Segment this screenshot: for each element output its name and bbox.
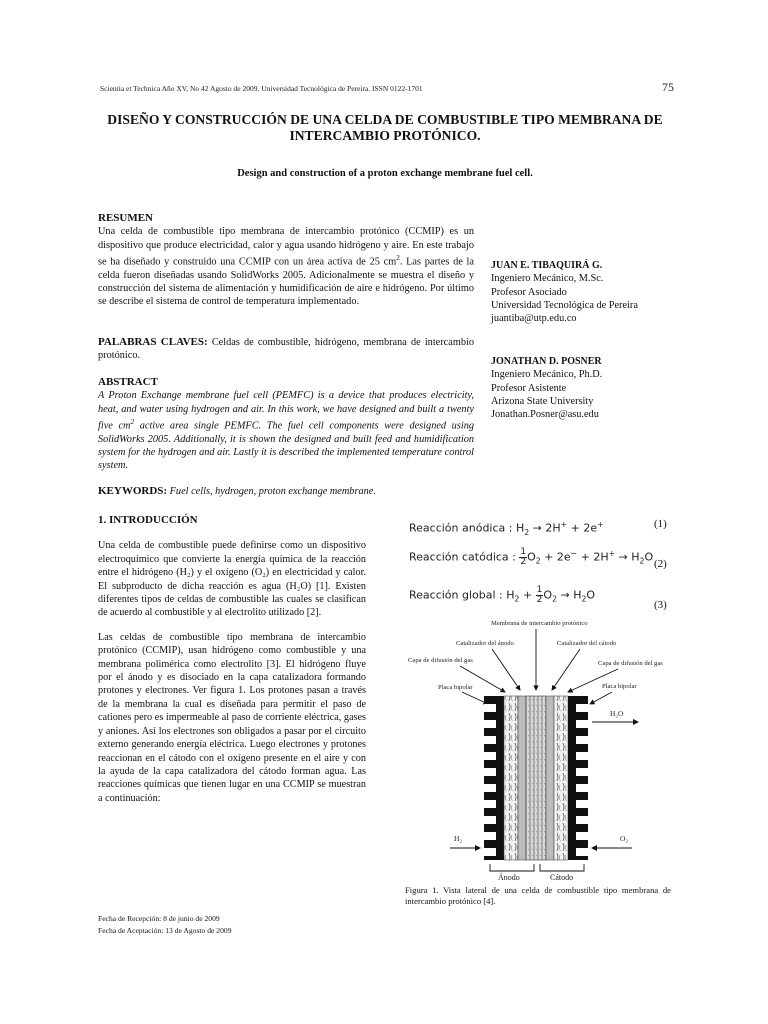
label-catodo: Cátodo	[550, 873, 574, 882]
author-line: Universidad Tecnológica de Pereira	[491, 299, 638, 311]
author-line: Profesor Asistente	[491, 382, 567, 394]
abstract-heading: ABSTRACT	[98, 376, 158, 388]
label-difusion-right: Capa de difusión del gas	[598, 660, 663, 667]
label-o2: O₂	[620, 834, 629, 843]
label-bipolar-right: Placa bipolar	[602, 683, 637, 690]
fraction: $\frac{1}{2}$	[520, 547, 527, 567]
palabras-text: Celdas de combustible, hidrógeno, membrana de intercambio protónico.	[98, 337, 474, 362]
resumen-text-a: Una celda de combustible tipo membrana de intercambio protónico (CCMIP) es un dispositivo que produce electricidad, calor y agua usando hidrógeno y aire. En este trabajo se ha diseñado y construido una CCMIP con un área activa de 25 cm	[98, 226, 474, 268]
author-email: juantiba@utp.edu.co	[491, 313, 577, 325]
equation-label: Reacción anódica :	[409, 521, 513, 535]
label-h2o: H₂O	[610, 709, 624, 718]
author-block	[491, 355, 691, 421]
label-catalizador-anodo: Catalizador del ánodo	[456, 640, 514, 647]
gas-diffusion-layer-left	[504, 696, 518, 860]
label-bipolar-left: Placa bipolar	[438, 684, 473, 691]
equation-label: Reacción catódica :	[409, 550, 516, 564]
intro-heading: 1. INTRODUCCIÓN	[98, 514, 198, 526]
author-block	[491, 259, 691, 325]
resumen-section	[98, 212, 474, 309]
palabras-section	[98, 336, 474, 363]
author-line: Profesor Asociado	[491, 286, 567, 298]
abstract-section	[98, 376, 474, 473]
paper-title: DISEÑO Y CONSTRUCCIÓN DE UNA CELDA DE COMBUSTIBLE TIPO MEMBRANA DE INTERCAMBIO PROTÓNICO.	[107, 112, 663, 143]
keywords-section	[98, 485, 474, 498]
paper-subtitle: Design and construction of a proton exchange membrane fuel cell.	[237, 168, 533, 179]
resumen-text	[98, 225, 474, 308]
page-number: 75	[662, 80, 674, 94]
author-line: Ingeniero Mecánico, Ph.D.	[491, 369, 603, 381]
resumen-heading: RESUMEN	[98, 212, 154, 224]
membrane-layer	[526, 696, 546, 860]
gas-diffusion-layer-right	[554, 696, 568, 860]
figure-caption: Figura 1. Vista lateral de una celda de combustible tipo membrana de intercambio protónico [4].	[405, 885, 671, 906]
cathode-bracket	[540, 864, 584, 871]
author-email: Jonathan.Posner@asu.edu	[491, 409, 599, 421]
resumen-text-b: . Las partes de la celda fueron diseñadas usando SolidWorks 2005. Adicionalmente se muestra el diseño y construcción del sistema de alimentación y humidificación de aire e hidrógeno. Por último se describe el sistema de control de temperatura implementado.	[98, 256, 474, 308]
resumen-text-sup: 2	[396, 253, 400, 262]
equation-2: Reacción catódica : $\frac{1}{2}$ $O_2 + 2e^- + 2H^+ \to H_2O$	[409, 547, 654, 567]
label-difusion-left: Capa de difusión del gas	[408, 657, 473, 664]
arrow-cat-anodo	[492, 649, 520, 690]
introduction-section	[98, 514, 366, 816]
journal-line: Scientia et Technica Año XV, No 42 Agosto de 2009. Universidad Tecnológica de Pereira. ISSN 0122-1701	[100, 84, 423, 93]
keywords-text: Fuel cells, hydrogen, proton exchange membrane.	[169, 486, 376, 497]
equation-3: Reacción global : $H_2$ + $\frac{1}{2}$ $O_2 \to H_2O$	[409, 585, 596, 605]
equation-number: (2)	[654, 558, 667, 570]
received-date: Fecha de Recepción: 8 de junio de 2009	[98, 914, 220, 923]
author-name: JONATHAN D. POSNER	[491, 356, 602, 367]
arrow-cat-catodo	[552, 649, 580, 690]
label-membrana: Membrana de intercambio protónico	[491, 620, 588, 627]
label-catalizador-catodo: Catalizador del cátodo	[557, 640, 617, 647]
author-line: Arizona State University	[491, 395, 594, 407]
anode-bracket	[490, 864, 534, 871]
abstract-text	[98, 389, 474, 472]
abstract-text-b: active area single PEMFC. The fuel cell components were designed using SolidWorks 2005. Additionally, it is shown the designed and built feed and humidification system for the hydrogen and air. Lastly it is described the implemented temperature control system.	[98, 420, 474, 472]
label-h2: H₂	[454, 834, 463, 843]
accepted-date: Fecha de Aceptación: 13 de Agosto de 2009	[98, 926, 232, 935]
fraction: $\frac{1}{2}$	[536, 585, 543, 605]
anode-catalyst-layer	[518, 696, 526, 860]
keywords-heading: KEYWORDS:	[98, 485, 168, 497]
equation-number: (3)	[654, 599, 667, 611]
label-anodo: Ánodo	[498, 873, 520, 882]
intro-paragraph: Una celda de combustible puede definirse como un dispositivo electroquímico que convierte la energía química de la reacción entre el hidrógeno (H₂) y el oxígeno (O₂) en electricidad y calor. El subproducto de dicha reacción es agua (H₂O) [1]. Existen diferentes tipos de celdas de combustible las cuales se clasifican de acuerdo al combustible y al electrolito utilizado [2].	[98, 540, 366, 619]
abstract-text-sup: 2	[130, 417, 135, 426]
fuel-cell-diagram	[400, 612, 676, 884]
cathode-catalyst-layer	[546, 696, 554, 860]
arrow-bipolar-right	[590, 692, 612, 704]
palabras-heading: PALABRAS CLAVES:	[98, 336, 208, 348]
intro-paragraph: Las celdas de combustible tipo membrana de intercambio protónico (CCMIP), usan hidrógeno como combustible y una membrana polimérica como electrolito [3]. El hidrógeno fluye por el ánodo y es disociado en la capa catalizadora formando protones y electrones. Ver figura 1. Los protones pasan a través de la membrana la cual es diseñada para permitir el paso de cationes pero es impermeable al paso de corriente eléctrica, gases y aniones. Así los electrones son obligados a pasar por el circuito externo generando energía eléctrica. Luego electrones y protones reaccionan en el cátodo con el oxígeno presente en el aire y con la ayuda de la capa catalizadora del cátodo forman agua. Las reacciones químicas que tienen lugar en una CCMIP se muestran a continuación:	[98, 631, 366, 804]
equation-number: (1)	[654, 518, 667, 530]
equation-label: Reacción global :	[409, 588, 503, 602]
equation-1: Reacción anódica : $H_2 \to 2H^+ + 2e^+$	[409, 520, 604, 537]
abstract-text-a: A Proton Exchange membrane fuel cell (PEMFC) is a device that produces electricity, heat, and water using hydrogen and air. In this work, we have designed and built a twenty five cm	[98, 390, 474, 432]
author-name: JUAN E. TIBAQUIRÁ G.	[491, 260, 603, 271]
author-line: Ingeniero Mecánico, M.Sc.	[491, 273, 604, 285]
running-header	[100, 80, 676, 94]
